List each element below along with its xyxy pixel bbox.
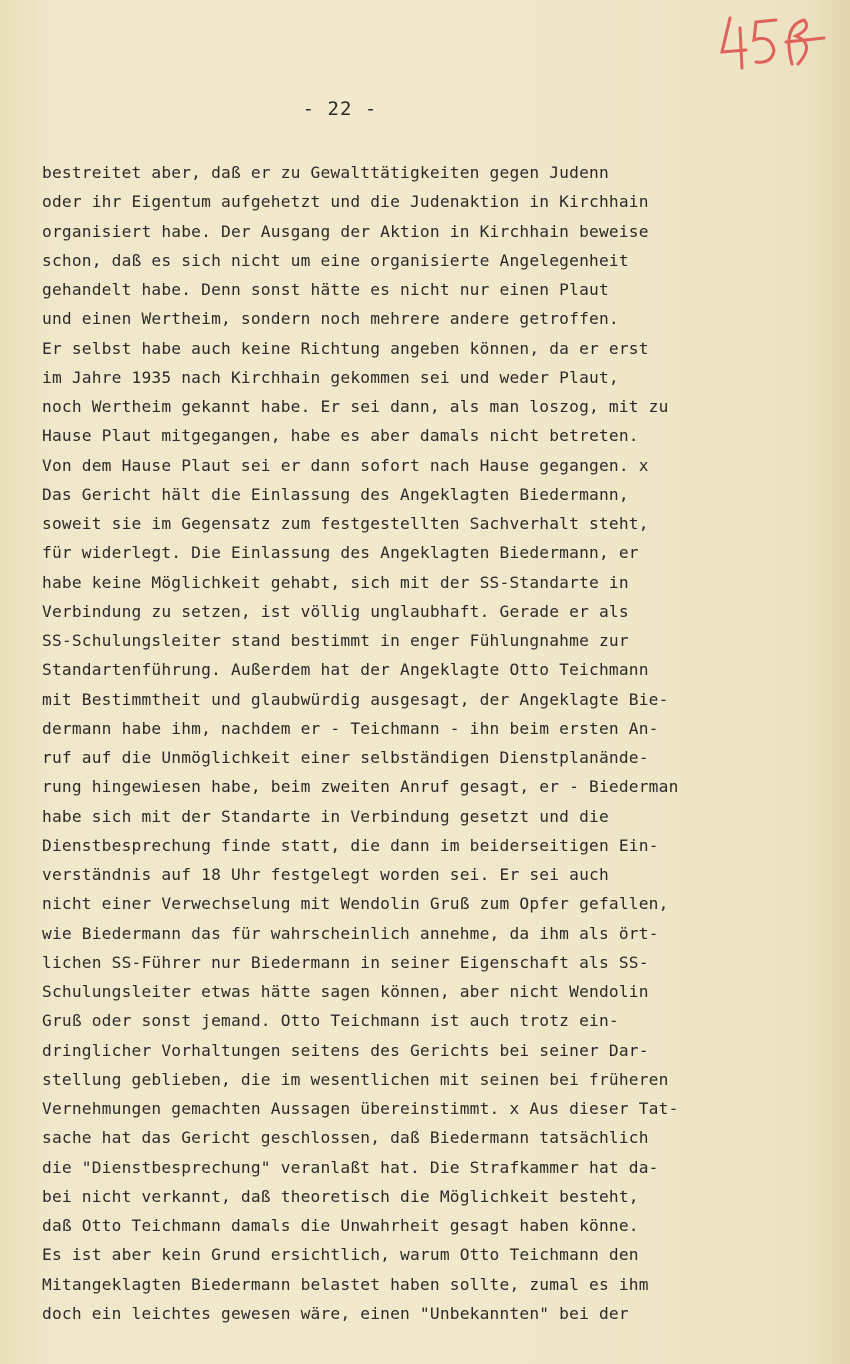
text-line-35: die "Dienstbesprechung" veranlaßt hat. Die Strafkammer hat da- <box>42 1157 659 1177</box>
text-line-16: Verbindung zu setzen, ist völlig unglaubhaft. Gerade er als <box>42 601 629 621</box>
text-line-26: nicht einer Verwechselung mit Wendolin Gruß zum Opfer gefallen, <box>42 894 669 914</box>
text-line-39: Mitangeklagten Biedermann belastet haben sollte, zumal es ihm <box>42 1274 649 1294</box>
text-line-24: Dienstbesprechung finde statt, die dann im beiderseitigen Ein- <box>42 835 659 855</box>
text-line-23: habe sich mit der Standarte in Verbindung gesetzt und die <box>42 806 609 826</box>
text-line-4: schon, daß es sich nicht um eine organisierte Angelegenheit <box>42 250 629 270</box>
text-line-7: Er selbst habe auch keine Richtung angeben können, da er erst <box>42 338 649 358</box>
handwritten-archive-number <box>712 6 832 82</box>
text-line-27: wie Biedermann das für wahrscheinlich annehme, da ihm als ört- <box>42 923 659 943</box>
text-line-8: im Jahre 1935 nach Kirchhain gekommen sei und weder Plaut, <box>42 367 619 387</box>
text-line-12: Das Gericht hält die Einlassung des Angeklagten Biedermann, <box>42 484 629 504</box>
text-line-37: daß Otto Teichmann damals die Unwahrheit gesagt haben könne. <box>42 1216 639 1235</box>
text-line-30: Gruß oder sonst jemand. Otto Teichmann ist auch trotz ein- <box>42 1011 619 1031</box>
text-line-33: Vernehmungen gemachten Aussagen übereinstimmt. x Aus dieser Tat- <box>42 1099 679 1118</box>
text-line-15: habe keine Möglichkeit gehabt, sich mit der SS-Standarte in <box>42 572 629 592</box>
page-number: - 22 - <box>302 98 378 120</box>
text-line-21: ruf auf die Unmöglichkeit einer selbständigen Dienstplanände- <box>42 748 649 767</box>
text-line-6: und einen Wertheim, sondern noch mehrere andere getroffen. <box>42 309 619 329</box>
text-line-29: Schulungsleiter etwas hätte sagen können, aber nicht Wendolin <box>42 982 649 1001</box>
text-line-38: Es ist aber kein Grund ersichtlich, warum Otto Teichmann den <box>42 1245 639 1265</box>
body-text <box>42 158 842 1328</box>
text-line-25: verständnis auf 18 Uhr festgelegt worden sei. Er sei auch <box>42 865 609 884</box>
text-line-11: Von dem Hause Plaut sei er dann sofort nach Hause gegangen. x <box>42 455 649 475</box>
text-line-34: sache hat das Gericht geschlossen, daß Biedermann tatsächlich <box>42 1128 649 1148</box>
text-line-31: dringlicher Vorhaltungen seitens des Gerichts bei seiner Dar- <box>42 1040 649 1060</box>
text-line-9: noch Wertheim gekannt habe. Er sei dann, als man loszog, mit zu <box>42 397 669 416</box>
text-line-13: soweit sie im Gegensatz zum festgestellten Sachverhalt steht, <box>42 514 649 533</box>
handwritten-archive-number-drawing <box>712 6 832 82</box>
text-line-22: rung hingewiesen habe, beim zweiten Anruf gesagt, er - Biederman <box>42 777 679 797</box>
text-line-18: Standartenführung. Außerdem hat der Angeklagte Otto Teichmann <box>42 660 649 680</box>
text-line-36: bei nicht verkannt, daß theoretisch die Möglichkeit besteht, <box>42 1186 639 1206</box>
text-line-32: stellung geblieben, die im wesentlichen mit seinen bei früheren <box>42 1069 669 1089</box>
text-line-2: oder ihr Eigentum aufgehetzt und die Judenaktion in Kirchhain <box>42 192 649 212</box>
text-line-5: gehandelt habe. Denn sonst hätte es nicht nur einen Plaut <box>42 280 609 299</box>
text-line-3: organisiert habe. Der Ausgang der Aktion in Kirchhain beweise <box>42 221 649 241</box>
text-line-28: lichen SS-Führer nur Biedermann in seiner Eigenschaft als SS- <box>42 952 649 972</box>
text-line-10: Hause Plaut mitgegangen, habe es aber damals nicht betreten. <box>42 426 639 446</box>
text-line-40: doch ein leichtes gewesen wäre, einen "Unbekannten" bei der <box>42 1303 629 1323</box>
text-line-19: mit Bestimmtheit und glaubwürdig ausgesagt, der Angeklagte Bie- <box>42 689 669 709</box>
text-line-1: bestreitet aber, daß er zu Gewalttätigkeiten gegen Judenn <box>42 163 609 182</box>
text-line-20: dermann habe ihm, nachdem er - Teichmann - ihn beim ersten An- <box>42 718 659 738</box>
text-line-14: für widerlegt. Die Einlassung des Angeklagten Biedermann, er <box>42 543 639 563</box>
text-line-17: SS-Schulungsleiter stand bestimmt in enger Fühlungnahme zur <box>42 631 629 650</box>
